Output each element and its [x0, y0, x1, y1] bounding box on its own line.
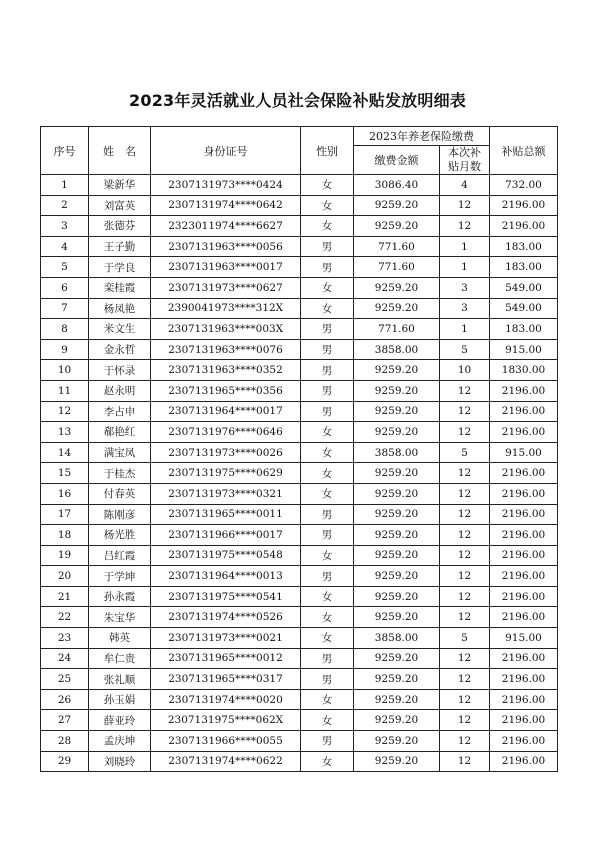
- cell-gender: 男: [301, 257, 354, 278]
- cell-months: 12: [440, 607, 490, 628]
- table-row: [41, 277, 558, 298]
- cell-name: 牟仁贵: [89, 648, 151, 669]
- cell-amount: 9259.20: [354, 586, 440, 607]
- cell-gender: 男: [301, 360, 354, 381]
- table-row: [41, 525, 558, 546]
- cell-name: 杨光胜: [89, 525, 151, 546]
- table-row: [41, 751, 558, 772]
- cell-months: 5: [440, 628, 490, 649]
- cell-amount: 771.60: [354, 319, 440, 340]
- cell-name: 于学良: [89, 257, 151, 278]
- cell-gender: 女: [301, 586, 354, 607]
- cell-name: 朱宝华: [89, 607, 151, 628]
- cell-months: 4: [440, 175, 490, 196]
- table-row: [41, 257, 558, 278]
- cell-gender: 女: [301, 277, 354, 298]
- cell-id: 2307131965****0356: [151, 380, 301, 401]
- cell-id: 2307131964****0017: [151, 401, 301, 422]
- cell-months: 12: [440, 483, 490, 504]
- header-total: 补贴总额: [490, 127, 558, 175]
- cell-amount: 9259.20: [354, 525, 440, 546]
- cell-amount: 9259.20: [354, 483, 440, 504]
- table-row: [41, 360, 558, 381]
- cell-id: 2307131965****0012: [151, 648, 301, 669]
- cell-gender: 女: [301, 710, 354, 731]
- header-pension-group: 2023年养老保险缴费: [354, 127, 490, 146]
- cell-id: 2307131974****0526: [151, 607, 301, 628]
- cell-total: 183.00: [490, 236, 558, 257]
- table-row: [41, 339, 558, 360]
- cell-total: 183.00: [490, 257, 558, 278]
- cell-months: 5: [440, 339, 490, 360]
- table-row: [41, 422, 558, 443]
- cell-id: 2307131963****0352: [151, 360, 301, 381]
- cell-amount: 771.60: [354, 257, 440, 278]
- cell-months: 12: [440, 545, 490, 566]
- cell-months: 12: [440, 566, 490, 587]
- cell-seq: 25: [41, 669, 89, 690]
- table-row: [41, 689, 558, 710]
- cell-seq: 26: [41, 689, 89, 710]
- cell-name: 栾桂霞: [89, 277, 151, 298]
- cell-total: 2196.00: [490, 504, 558, 525]
- table-row: [41, 545, 558, 566]
- cell-seq: 21: [41, 586, 89, 607]
- header-months-line1: 本次补: [448, 146, 481, 159]
- table-row: [41, 607, 558, 628]
- cell-months: 3: [440, 298, 490, 319]
- cell-id: 2307131973****0021: [151, 628, 301, 649]
- cell-name: 孟庆坤: [89, 731, 151, 752]
- cell-amount: 9259.20: [354, 648, 440, 669]
- cell-months: 12: [440, 422, 490, 443]
- cell-amount: 9259.20: [354, 380, 440, 401]
- cell-id: 2307131973****0026: [151, 442, 301, 463]
- cell-seq: 29: [41, 751, 89, 772]
- cell-amount: 9259.20: [354, 195, 440, 216]
- header-months-line2: 贴月数: [448, 160, 481, 173]
- cell-total: 2196.00: [490, 669, 558, 690]
- cell-total: 915.00: [490, 442, 558, 463]
- cell-total: 2196.00: [490, 525, 558, 546]
- cell-gender: 男: [301, 648, 354, 669]
- cell-name: 满宝凤: [89, 442, 151, 463]
- cell-id: 2307131963****0017: [151, 257, 301, 278]
- cell-seq: 5: [41, 257, 89, 278]
- cell-gender: 男: [301, 525, 354, 546]
- cell-seq: 20: [41, 566, 89, 587]
- cell-months: 12: [440, 731, 490, 752]
- cell-seq: 24: [41, 648, 89, 669]
- cell-gender: 男: [301, 380, 354, 401]
- cell-name: 赵永明: [89, 380, 151, 401]
- cell-gender: 男: [301, 401, 354, 422]
- cell-total: 2196.00: [490, 380, 558, 401]
- cell-name: 于怀录: [89, 360, 151, 381]
- cell-seq: 18: [41, 525, 89, 546]
- cell-seq: 2: [41, 195, 89, 216]
- cell-months: 12: [440, 669, 490, 690]
- cell-gender: 男: [301, 566, 354, 587]
- cell-seq: 13: [41, 422, 89, 443]
- cell-amount: 9259.20: [354, 463, 440, 484]
- cell-name: 付春英: [89, 483, 151, 504]
- cell-name: 韩英: [89, 628, 151, 649]
- cell-id: 2323011974****6627: [151, 216, 301, 237]
- cell-id: 2307131963****0056: [151, 236, 301, 257]
- cell-seq: 17: [41, 504, 89, 525]
- cell-gender: 男: [301, 319, 354, 340]
- table-row: [41, 236, 558, 257]
- cell-gender: 男: [301, 731, 354, 752]
- table-row: [41, 731, 558, 752]
- cell-name: 薛亚玲: [89, 710, 151, 731]
- cell-months: 12: [440, 401, 490, 422]
- cell-gender: 男: [301, 339, 354, 360]
- cell-id: 2307131964****0013: [151, 566, 301, 587]
- cell-gender: 女: [301, 545, 354, 566]
- cell-gender: 女: [301, 216, 354, 237]
- header-gender: 性别: [301, 127, 354, 175]
- cell-gender: 女: [301, 175, 354, 196]
- cell-id: 2307131965****0011: [151, 504, 301, 525]
- table-row: [41, 504, 558, 525]
- cell-id: 2307131963****003X: [151, 319, 301, 340]
- cell-total: 2196.00: [490, 751, 558, 772]
- cell-amount: 9259.20: [354, 216, 440, 237]
- table-row: [41, 669, 558, 690]
- cell-name: 于学坤: [89, 566, 151, 587]
- cell-amount: 9259.20: [354, 401, 440, 422]
- cell-months: 12: [440, 689, 490, 710]
- cell-amount: 9259.20: [354, 607, 440, 628]
- cell-total: 2196.00: [490, 586, 558, 607]
- cell-gender: 女: [301, 298, 354, 319]
- cell-id: 2307131973****0321: [151, 483, 301, 504]
- cell-seq: 12: [41, 401, 89, 422]
- header-amount: 缴费金额: [354, 146, 440, 175]
- cell-amount: 9259.20: [354, 710, 440, 731]
- cell-gender: 女: [301, 628, 354, 649]
- cell-months: 12: [440, 380, 490, 401]
- cell-id: 2307131974****0642: [151, 195, 301, 216]
- cell-months: 3: [440, 277, 490, 298]
- cell-amount: 9259.20: [354, 360, 440, 381]
- cell-months: 12: [440, 710, 490, 731]
- cell-id: 2307131973****0424: [151, 175, 301, 196]
- cell-total: 2196.00: [490, 216, 558, 237]
- cell-gender: 女: [301, 483, 354, 504]
- cell-amount: 3858.00: [354, 628, 440, 649]
- cell-id: 2307131975****0541: [151, 586, 301, 607]
- cell-id: 2307131975****062X: [151, 710, 301, 731]
- cell-total: 549.00: [490, 277, 558, 298]
- cell-name: 吕红霞: [89, 545, 151, 566]
- cell-total: 2196.00: [490, 483, 558, 504]
- cell-name: 王子勤: [89, 236, 151, 257]
- cell-months: 5: [440, 442, 490, 463]
- cell-gender: 女: [301, 607, 354, 628]
- cell-total: 2196.00: [490, 422, 558, 443]
- table-row: [41, 175, 558, 196]
- cell-id: 2307131963****0076: [151, 339, 301, 360]
- cell-seq: 4: [41, 236, 89, 257]
- cell-months: 12: [440, 504, 490, 525]
- header-months: [440, 146, 490, 175]
- cell-amount: 9259.20: [354, 504, 440, 525]
- cell-months: 12: [440, 463, 490, 484]
- cell-gender: 女: [301, 689, 354, 710]
- cell-months: 12: [440, 525, 490, 546]
- cell-id: 2390041973****312X: [151, 298, 301, 319]
- cell-total: 2196.00: [490, 463, 558, 484]
- cell-total: 2196.00: [490, 401, 558, 422]
- cell-name: 张德芬: [89, 216, 151, 237]
- cell-amount: 3858.00: [354, 442, 440, 463]
- table-row: [41, 483, 558, 504]
- cell-total: 2196.00: [490, 566, 558, 587]
- cell-seq: 28: [41, 731, 89, 752]
- subsidy-table: [40, 126, 558, 772]
- cell-seq: 22: [41, 607, 89, 628]
- cell-amount: 9259.20: [354, 751, 440, 772]
- cell-name: 张礼顺: [89, 669, 151, 690]
- cell-seq: 3: [41, 216, 89, 237]
- table-row: [41, 319, 558, 340]
- cell-id: 2307131974****0020: [151, 689, 301, 710]
- cell-seq: 11: [41, 380, 89, 401]
- cell-id: 2307131966****0055: [151, 731, 301, 752]
- cell-amount: 771.60: [354, 236, 440, 257]
- cell-total: 2196.00: [490, 607, 558, 628]
- cell-id: 2307131975****0548: [151, 545, 301, 566]
- cell-total: 549.00: [490, 298, 558, 319]
- cell-months: 1: [440, 319, 490, 340]
- cell-amount: 9259.20: [354, 566, 440, 587]
- cell-seq: 16: [41, 483, 89, 504]
- cell-id: 2307131973****0627: [151, 277, 301, 298]
- cell-name: 陈刚彦: [89, 504, 151, 525]
- cell-total: 2196.00: [490, 195, 558, 216]
- header-name: 姓 名: [89, 127, 151, 175]
- cell-months: 12: [440, 586, 490, 607]
- cell-gender: 女: [301, 442, 354, 463]
- cell-total: 2196.00: [490, 648, 558, 669]
- cell-months: 12: [440, 195, 490, 216]
- cell-name: 金永哲: [89, 339, 151, 360]
- table-row: [41, 648, 558, 669]
- cell-gender: 男: [301, 504, 354, 525]
- cell-gender: 女: [301, 463, 354, 484]
- cell-name: 刘富英: [89, 195, 151, 216]
- cell-id: 2307131976****0646: [151, 422, 301, 443]
- cell-seq: 9: [41, 339, 89, 360]
- cell-total: 915.00: [490, 628, 558, 649]
- cell-name: 梁新华: [89, 175, 151, 196]
- cell-total: 915.00: [490, 339, 558, 360]
- cell-gender: 女: [301, 422, 354, 443]
- cell-seq: 1: [41, 175, 89, 196]
- cell-seq: 27: [41, 710, 89, 731]
- cell-amount: 9259.20: [354, 669, 440, 690]
- table-row: [41, 586, 558, 607]
- table-row: [41, 628, 558, 649]
- cell-amount: 9259.20: [354, 298, 440, 319]
- cell-name: 孙玉娟: [89, 689, 151, 710]
- table-row: [41, 442, 558, 463]
- cell-id: 2307131966****0017: [151, 525, 301, 546]
- header-id: 身份证号: [151, 127, 301, 175]
- cell-total: 2196.00: [490, 689, 558, 710]
- cell-name: 孙永霞: [89, 586, 151, 607]
- cell-seq: 19: [41, 545, 89, 566]
- table-row: [41, 463, 558, 484]
- cell-seq: 23: [41, 628, 89, 649]
- cell-amount: 3858.00: [354, 339, 440, 360]
- header-seq: 序号: [41, 127, 89, 175]
- table-row: [41, 298, 558, 319]
- cell-total: 2196.00: [490, 731, 558, 752]
- table-row: [41, 566, 558, 587]
- cell-amount: 9259.20: [354, 422, 440, 443]
- cell-gender: 女: [301, 751, 354, 772]
- cell-gender: 男: [301, 236, 354, 257]
- cell-id: 2307131974****0622: [151, 751, 301, 772]
- cell-total: 2196.00: [490, 710, 558, 731]
- cell-seq: 7: [41, 298, 89, 319]
- cell-gender: 女: [301, 195, 354, 216]
- document-title: 2023年灵活就业人员社会保险补贴发放明细表: [129, 91, 466, 110]
- cell-months: 1: [440, 236, 490, 257]
- cell-name: 郗艳红: [89, 422, 151, 443]
- cell-name: 李占申: [89, 401, 151, 422]
- table-row: [41, 195, 558, 216]
- cell-months: 1: [440, 257, 490, 278]
- cell-id: 2307131975****0629: [151, 463, 301, 484]
- cell-seq: 15: [41, 463, 89, 484]
- cell-name: 刘晓玲: [89, 751, 151, 772]
- cell-amount: 9259.20: [354, 545, 440, 566]
- cell-seq: 10: [41, 360, 89, 381]
- cell-name: 米文生: [89, 319, 151, 340]
- cell-total: 2196.00: [490, 545, 558, 566]
- cell-name: 杨凤艳: [89, 298, 151, 319]
- cell-id: 2307131965****0317: [151, 669, 301, 690]
- cell-gender: 男: [301, 669, 354, 690]
- table-row: [41, 401, 558, 422]
- cell-seq: 8: [41, 319, 89, 340]
- cell-total: 1830.00: [490, 360, 558, 381]
- cell-amount: 9259.20: [354, 277, 440, 298]
- table-body: [41, 175, 558, 772]
- table-row: [41, 216, 558, 237]
- cell-amount: 9259.20: [354, 731, 440, 752]
- cell-months: 12: [440, 216, 490, 237]
- cell-seq: 6: [41, 277, 89, 298]
- cell-seq: 14: [41, 442, 89, 463]
- cell-months: 12: [440, 648, 490, 669]
- cell-amount: 3086.40: [354, 175, 440, 196]
- cell-months: 10: [440, 360, 490, 381]
- table-row: [41, 380, 558, 401]
- cell-total: 183.00: [490, 319, 558, 340]
- table-row: [41, 710, 558, 731]
- cell-total: 732.00: [490, 175, 558, 196]
- cell-amount: 9259.20: [354, 689, 440, 710]
- cell-months: 12: [440, 751, 490, 772]
- cell-name: 于桂杰: [89, 463, 151, 484]
